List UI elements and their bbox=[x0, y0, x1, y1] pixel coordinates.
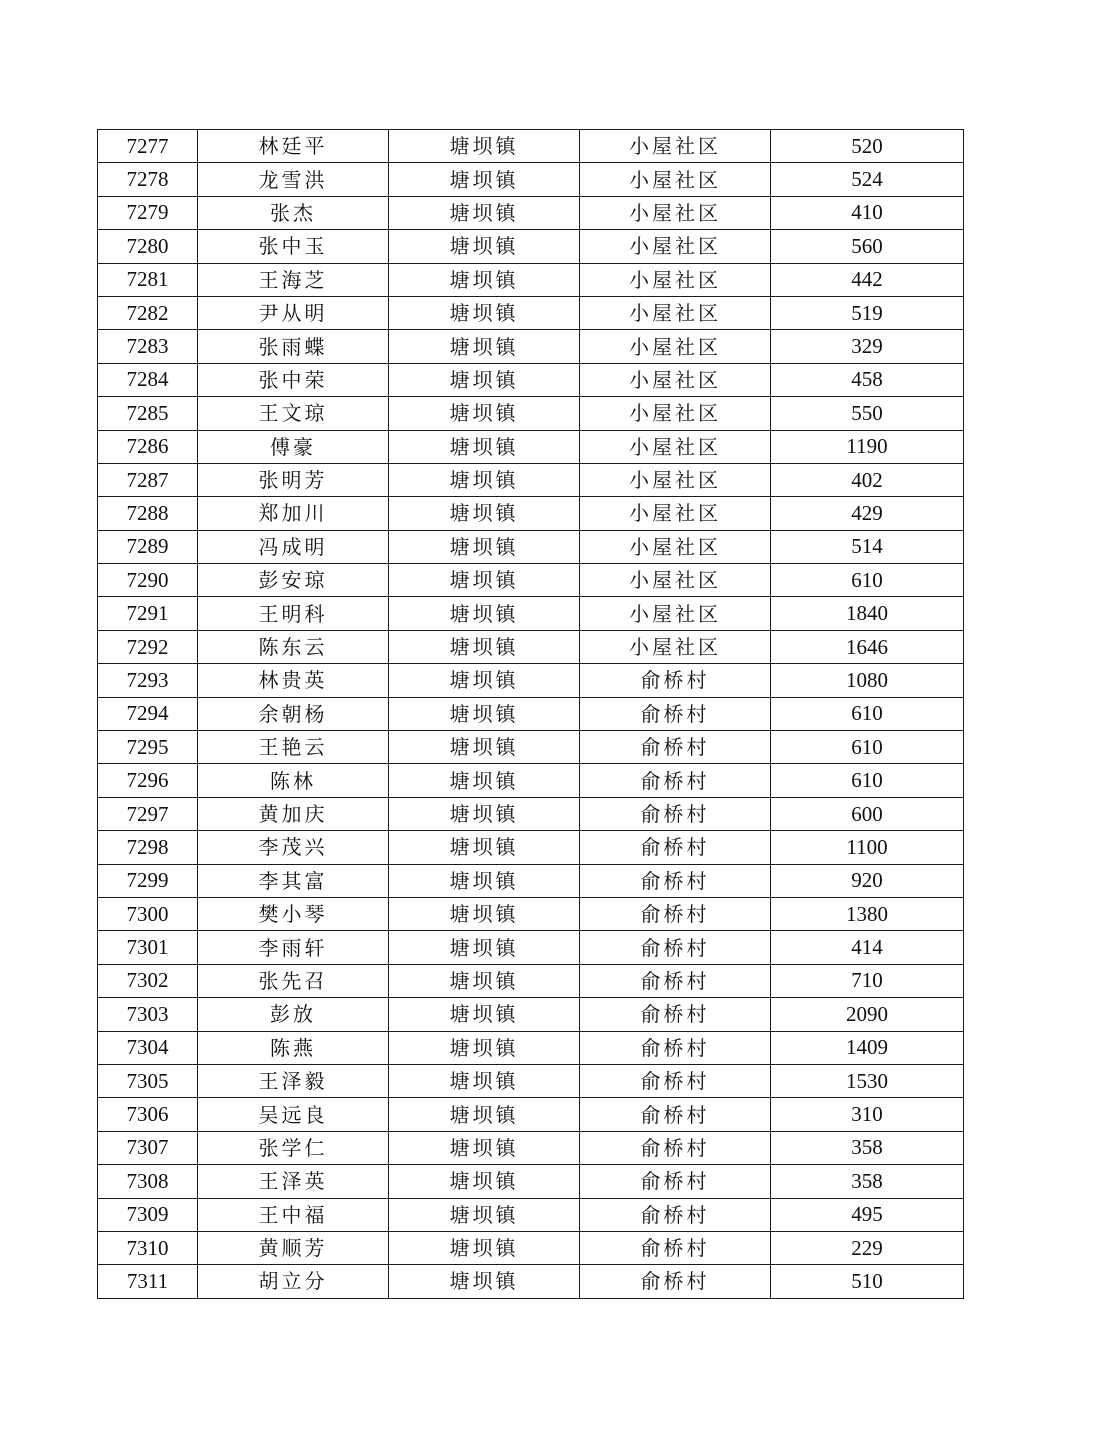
row-number-cell: 7295 bbox=[98, 731, 198, 764]
table-row bbox=[98, 463, 964, 496]
person-name-cell: 冯成明 bbox=[198, 530, 389, 563]
amount-cell: 1530 bbox=[771, 1064, 964, 1097]
village-cell: 俞桥村 bbox=[580, 1165, 771, 1198]
row-number-cell: 7293 bbox=[98, 664, 198, 697]
table-row bbox=[98, 1231, 964, 1264]
town-cell: 塘坝镇 bbox=[389, 764, 580, 797]
person-name-cell: 王艳云 bbox=[198, 731, 389, 764]
town-cell: 塘坝镇 bbox=[389, 1131, 580, 1164]
village-cell: 俞桥村 bbox=[580, 1031, 771, 1064]
records-table-body bbox=[98, 130, 964, 1299]
village-cell: 俞桥村 bbox=[580, 864, 771, 897]
table-row bbox=[98, 1165, 964, 1198]
table-row bbox=[98, 363, 964, 396]
town-cell: 塘坝镇 bbox=[389, 1198, 580, 1231]
row-number-cell: 7311 bbox=[98, 1265, 198, 1298]
table-row bbox=[98, 1198, 964, 1231]
village-cell: 小屋社区 bbox=[580, 296, 771, 329]
town-cell: 塘坝镇 bbox=[389, 430, 580, 463]
amount-cell: 414 bbox=[771, 931, 964, 964]
row-number-cell: 7310 bbox=[98, 1231, 198, 1264]
row-number-cell: 7285 bbox=[98, 397, 198, 430]
amount-cell: 610 bbox=[771, 697, 964, 730]
amount-cell: 358 bbox=[771, 1165, 964, 1198]
table-row bbox=[98, 330, 964, 363]
table-row bbox=[98, 397, 964, 430]
person-name-cell: 王明科 bbox=[198, 597, 389, 630]
row-number-cell: 7305 bbox=[98, 1064, 198, 1097]
row-number-cell: 7308 bbox=[98, 1165, 198, 1198]
amount-cell: 519 bbox=[771, 296, 964, 329]
town-cell: 塘坝镇 bbox=[389, 530, 580, 563]
person-name-cell: 陈燕 bbox=[198, 1031, 389, 1064]
town-cell: 塘坝镇 bbox=[389, 664, 580, 697]
person-name-cell: 尹从明 bbox=[198, 296, 389, 329]
row-number-cell: 7280 bbox=[98, 230, 198, 263]
table-row bbox=[98, 597, 964, 630]
amount-cell: 1646 bbox=[771, 630, 964, 663]
row-number-cell: 7279 bbox=[98, 196, 198, 229]
person-name-cell: 彭放 bbox=[198, 998, 389, 1031]
town-cell: 塘坝镇 bbox=[389, 797, 580, 830]
town-cell: 塘坝镇 bbox=[389, 831, 580, 864]
row-number-cell: 7286 bbox=[98, 430, 198, 463]
row-number-cell: 7300 bbox=[98, 897, 198, 930]
person-name-cell: 张先召 bbox=[198, 964, 389, 997]
amount-cell: 524 bbox=[771, 163, 964, 196]
table-row bbox=[98, 530, 964, 563]
village-cell: 小屋社区 bbox=[580, 330, 771, 363]
village-cell: 俞桥村 bbox=[580, 831, 771, 864]
person-name-cell: 彭安琼 bbox=[198, 564, 389, 597]
town-cell: 塘坝镇 bbox=[389, 463, 580, 496]
table-row bbox=[98, 630, 964, 663]
person-name-cell: 王泽毅 bbox=[198, 1064, 389, 1097]
town-cell: 塘坝镇 bbox=[389, 897, 580, 930]
village-cell: 小屋社区 bbox=[580, 397, 771, 430]
table-row bbox=[98, 1064, 964, 1097]
village-cell: 小屋社区 bbox=[580, 363, 771, 396]
row-number-cell: 7281 bbox=[98, 263, 198, 296]
amount-cell: 458 bbox=[771, 363, 964, 396]
row-number-cell: 7304 bbox=[98, 1031, 198, 1064]
amount-cell: 610 bbox=[771, 564, 964, 597]
village-cell: 俞桥村 bbox=[580, 764, 771, 797]
table-row bbox=[98, 1265, 964, 1298]
town-cell: 塘坝镇 bbox=[389, 196, 580, 229]
amount-cell: 920 bbox=[771, 864, 964, 897]
row-number-cell: 7298 bbox=[98, 831, 198, 864]
person-name-cell: 胡立分 bbox=[198, 1265, 389, 1298]
amount-cell: 600 bbox=[771, 797, 964, 830]
amount-cell: 1190 bbox=[771, 430, 964, 463]
town-cell: 塘坝镇 bbox=[389, 931, 580, 964]
town-cell: 塘坝镇 bbox=[389, 998, 580, 1031]
row-number-cell: 7301 bbox=[98, 931, 198, 964]
village-cell: 小屋社区 bbox=[580, 163, 771, 196]
town-cell: 塘坝镇 bbox=[389, 330, 580, 363]
person-name-cell: 张中玉 bbox=[198, 230, 389, 263]
row-number-cell: 7282 bbox=[98, 296, 198, 329]
village-cell: 俞桥村 bbox=[580, 998, 771, 1031]
town-cell: 塘坝镇 bbox=[389, 497, 580, 530]
table-row bbox=[98, 497, 964, 530]
village-cell: 小屋社区 bbox=[580, 230, 771, 263]
row-number-cell: 7278 bbox=[98, 163, 198, 196]
table-row bbox=[98, 897, 964, 930]
village-cell: 小屋社区 bbox=[580, 564, 771, 597]
amount-cell: 1080 bbox=[771, 664, 964, 697]
town-cell: 塘坝镇 bbox=[389, 630, 580, 663]
town-cell: 塘坝镇 bbox=[389, 1231, 580, 1264]
person-name-cell: 王中福 bbox=[198, 1198, 389, 1231]
amount-cell: 1380 bbox=[771, 897, 964, 930]
village-cell: 俞桥村 bbox=[580, 931, 771, 964]
town-cell: 塘坝镇 bbox=[389, 230, 580, 263]
village-cell: 小屋社区 bbox=[580, 530, 771, 563]
person-name-cell: 王文琼 bbox=[198, 397, 389, 430]
table-row bbox=[98, 430, 964, 463]
village-cell: 俞桥村 bbox=[580, 1098, 771, 1131]
amount-cell: 1409 bbox=[771, 1031, 964, 1064]
table-row bbox=[98, 130, 964, 163]
town-cell: 塘坝镇 bbox=[389, 363, 580, 396]
town-cell: 塘坝镇 bbox=[389, 1098, 580, 1131]
village-cell: 俞桥村 bbox=[580, 1231, 771, 1264]
person-name-cell: 余朝杨 bbox=[198, 697, 389, 730]
records-table bbox=[97, 129, 964, 1299]
row-number-cell: 7291 bbox=[98, 597, 198, 630]
row-number-cell: 7296 bbox=[98, 764, 198, 797]
town-cell: 塘坝镇 bbox=[389, 263, 580, 296]
town-cell: 塘坝镇 bbox=[389, 296, 580, 329]
village-cell: 小屋社区 bbox=[580, 130, 771, 163]
row-number-cell: 7288 bbox=[98, 497, 198, 530]
row-number-cell: 7294 bbox=[98, 697, 198, 730]
village-cell: 小屋社区 bbox=[580, 630, 771, 663]
table-row bbox=[98, 664, 964, 697]
table-row bbox=[98, 1131, 964, 1164]
person-name-cell: 李雨轩 bbox=[198, 931, 389, 964]
table-row bbox=[98, 931, 964, 964]
amount-cell: 329 bbox=[771, 330, 964, 363]
table-row bbox=[98, 564, 964, 597]
village-cell: 小屋社区 bbox=[580, 196, 771, 229]
person-name-cell: 张雨蝶 bbox=[198, 330, 389, 363]
village-cell: 俞桥村 bbox=[580, 1198, 771, 1231]
row-number-cell: 7299 bbox=[98, 864, 198, 897]
person-name-cell: 林廷平 bbox=[198, 130, 389, 163]
row-number-cell: 7284 bbox=[98, 363, 198, 396]
village-cell: 小屋社区 bbox=[580, 597, 771, 630]
table-row bbox=[98, 263, 964, 296]
row-number-cell: 7289 bbox=[98, 530, 198, 563]
person-name-cell: 李其富 bbox=[198, 864, 389, 897]
amount-cell: 514 bbox=[771, 530, 964, 563]
village-cell: 俞桥村 bbox=[580, 1131, 771, 1164]
village-cell: 俞桥村 bbox=[580, 1265, 771, 1298]
town-cell: 塘坝镇 bbox=[389, 564, 580, 597]
town-cell: 塘坝镇 bbox=[389, 163, 580, 196]
person-name-cell: 李茂兴 bbox=[198, 831, 389, 864]
person-name-cell: 黄顺芳 bbox=[198, 1231, 389, 1264]
table-row bbox=[98, 697, 964, 730]
amount-cell: 1840 bbox=[771, 597, 964, 630]
town-cell: 塘坝镇 bbox=[389, 731, 580, 764]
table-row bbox=[98, 998, 964, 1031]
person-name-cell: 张杰 bbox=[198, 196, 389, 229]
amount-cell: 710 bbox=[771, 964, 964, 997]
town-cell: 塘坝镇 bbox=[389, 964, 580, 997]
table-row bbox=[98, 1098, 964, 1131]
amount-cell: 2090 bbox=[771, 998, 964, 1031]
table-row bbox=[98, 797, 964, 830]
amount-cell: 310 bbox=[771, 1098, 964, 1131]
town-cell: 塘坝镇 bbox=[389, 397, 580, 430]
table-row bbox=[98, 196, 964, 229]
row-number-cell: 7283 bbox=[98, 330, 198, 363]
town-cell: 塘坝镇 bbox=[389, 1165, 580, 1198]
amount-cell: 358 bbox=[771, 1131, 964, 1164]
village-cell: 俞桥村 bbox=[580, 731, 771, 764]
person-name-cell: 王海芝 bbox=[198, 263, 389, 296]
person-name-cell: 陈林 bbox=[198, 764, 389, 797]
town-cell: 塘坝镇 bbox=[389, 597, 580, 630]
village-cell: 俞桥村 bbox=[580, 664, 771, 697]
person-name-cell: 张学仁 bbox=[198, 1131, 389, 1164]
row-number-cell: 7307 bbox=[98, 1131, 198, 1164]
row-number-cell: 7302 bbox=[98, 964, 198, 997]
amount-cell: 442 bbox=[771, 263, 964, 296]
table-row bbox=[98, 296, 964, 329]
table-row bbox=[98, 964, 964, 997]
person-name-cell: 陈东云 bbox=[198, 630, 389, 663]
amount-cell: 429 bbox=[771, 497, 964, 530]
amount-cell: 402 bbox=[771, 463, 964, 496]
row-number-cell: 7287 bbox=[98, 463, 198, 496]
village-cell: 俞桥村 bbox=[580, 697, 771, 730]
amount-cell: 560 bbox=[771, 230, 964, 263]
table-row bbox=[98, 163, 964, 196]
town-cell: 塘坝镇 bbox=[389, 1265, 580, 1298]
row-number-cell: 7306 bbox=[98, 1098, 198, 1131]
amount-cell: 610 bbox=[771, 764, 964, 797]
village-cell: 俞桥村 bbox=[580, 897, 771, 930]
row-number-cell: 7277 bbox=[98, 130, 198, 163]
village-cell: 俞桥村 bbox=[580, 1064, 771, 1097]
town-cell: 塘坝镇 bbox=[389, 130, 580, 163]
person-name-cell: 张中荣 bbox=[198, 363, 389, 396]
person-name-cell: 林贵英 bbox=[198, 664, 389, 697]
person-name-cell: 张明芳 bbox=[198, 463, 389, 496]
village-cell: 小屋社区 bbox=[580, 497, 771, 530]
table-row bbox=[98, 230, 964, 263]
amount-cell: 550 bbox=[771, 397, 964, 430]
village-cell: 小屋社区 bbox=[580, 463, 771, 496]
person-name-cell: 傅豪 bbox=[198, 430, 389, 463]
table-row bbox=[98, 764, 964, 797]
amount-cell: 510 bbox=[771, 1265, 964, 1298]
amount-cell: 229 bbox=[771, 1231, 964, 1264]
row-number-cell: 7303 bbox=[98, 998, 198, 1031]
town-cell: 塘坝镇 bbox=[389, 864, 580, 897]
town-cell: 塘坝镇 bbox=[389, 1031, 580, 1064]
amount-cell: 610 bbox=[771, 731, 964, 764]
table-row bbox=[98, 1031, 964, 1064]
person-name-cell: 郑加川 bbox=[198, 497, 389, 530]
person-name-cell: 吴远良 bbox=[198, 1098, 389, 1131]
row-number-cell: 7290 bbox=[98, 564, 198, 597]
village-cell: 俞桥村 bbox=[580, 964, 771, 997]
row-number-cell: 7292 bbox=[98, 630, 198, 663]
row-number-cell: 7309 bbox=[98, 1198, 198, 1231]
town-cell: 塘坝镇 bbox=[389, 697, 580, 730]
village-cell: 小屋社区 bbox=[580, 430, 771, 463]
table-row bbox=[98, 864, 964, 897]
amount-cell: 1100 bbox=[771, 831, 964, 864]
table-row bbox=[98, 731, 964, 764]
row-number-cell: 7297 bbox=[98, 797, 198, 830]
village-cell: 俞桥村 bbox=[580, 797, 771, 830]
person-name-cell: 樊小琴 bbox=[198, 897, 389, 930]
village-cell: 小屋社区 bbox=[580, 263, 771, 296]
person-name-cell: 王泽英 bbox=[198, 1165, 389, 1198]
person-name-cell: 黄加庆 bbox=[198, 797, 389, 830]
amount-cell: 520 bbox=[771, 130, 964, 163]
amount-cell: 410 bbox=[771, 196, 964, 229]
amount-cell: 495 bbox=[771, 1198, 964, 1231]
town-cell: 塘坝镇 bbox=[389, 1064, 580, 1097]
table-row bbox=[98, 831, 964, 864]
person-name-cell: 龙雪洪 bbox=[198, 163, 389, 196]
